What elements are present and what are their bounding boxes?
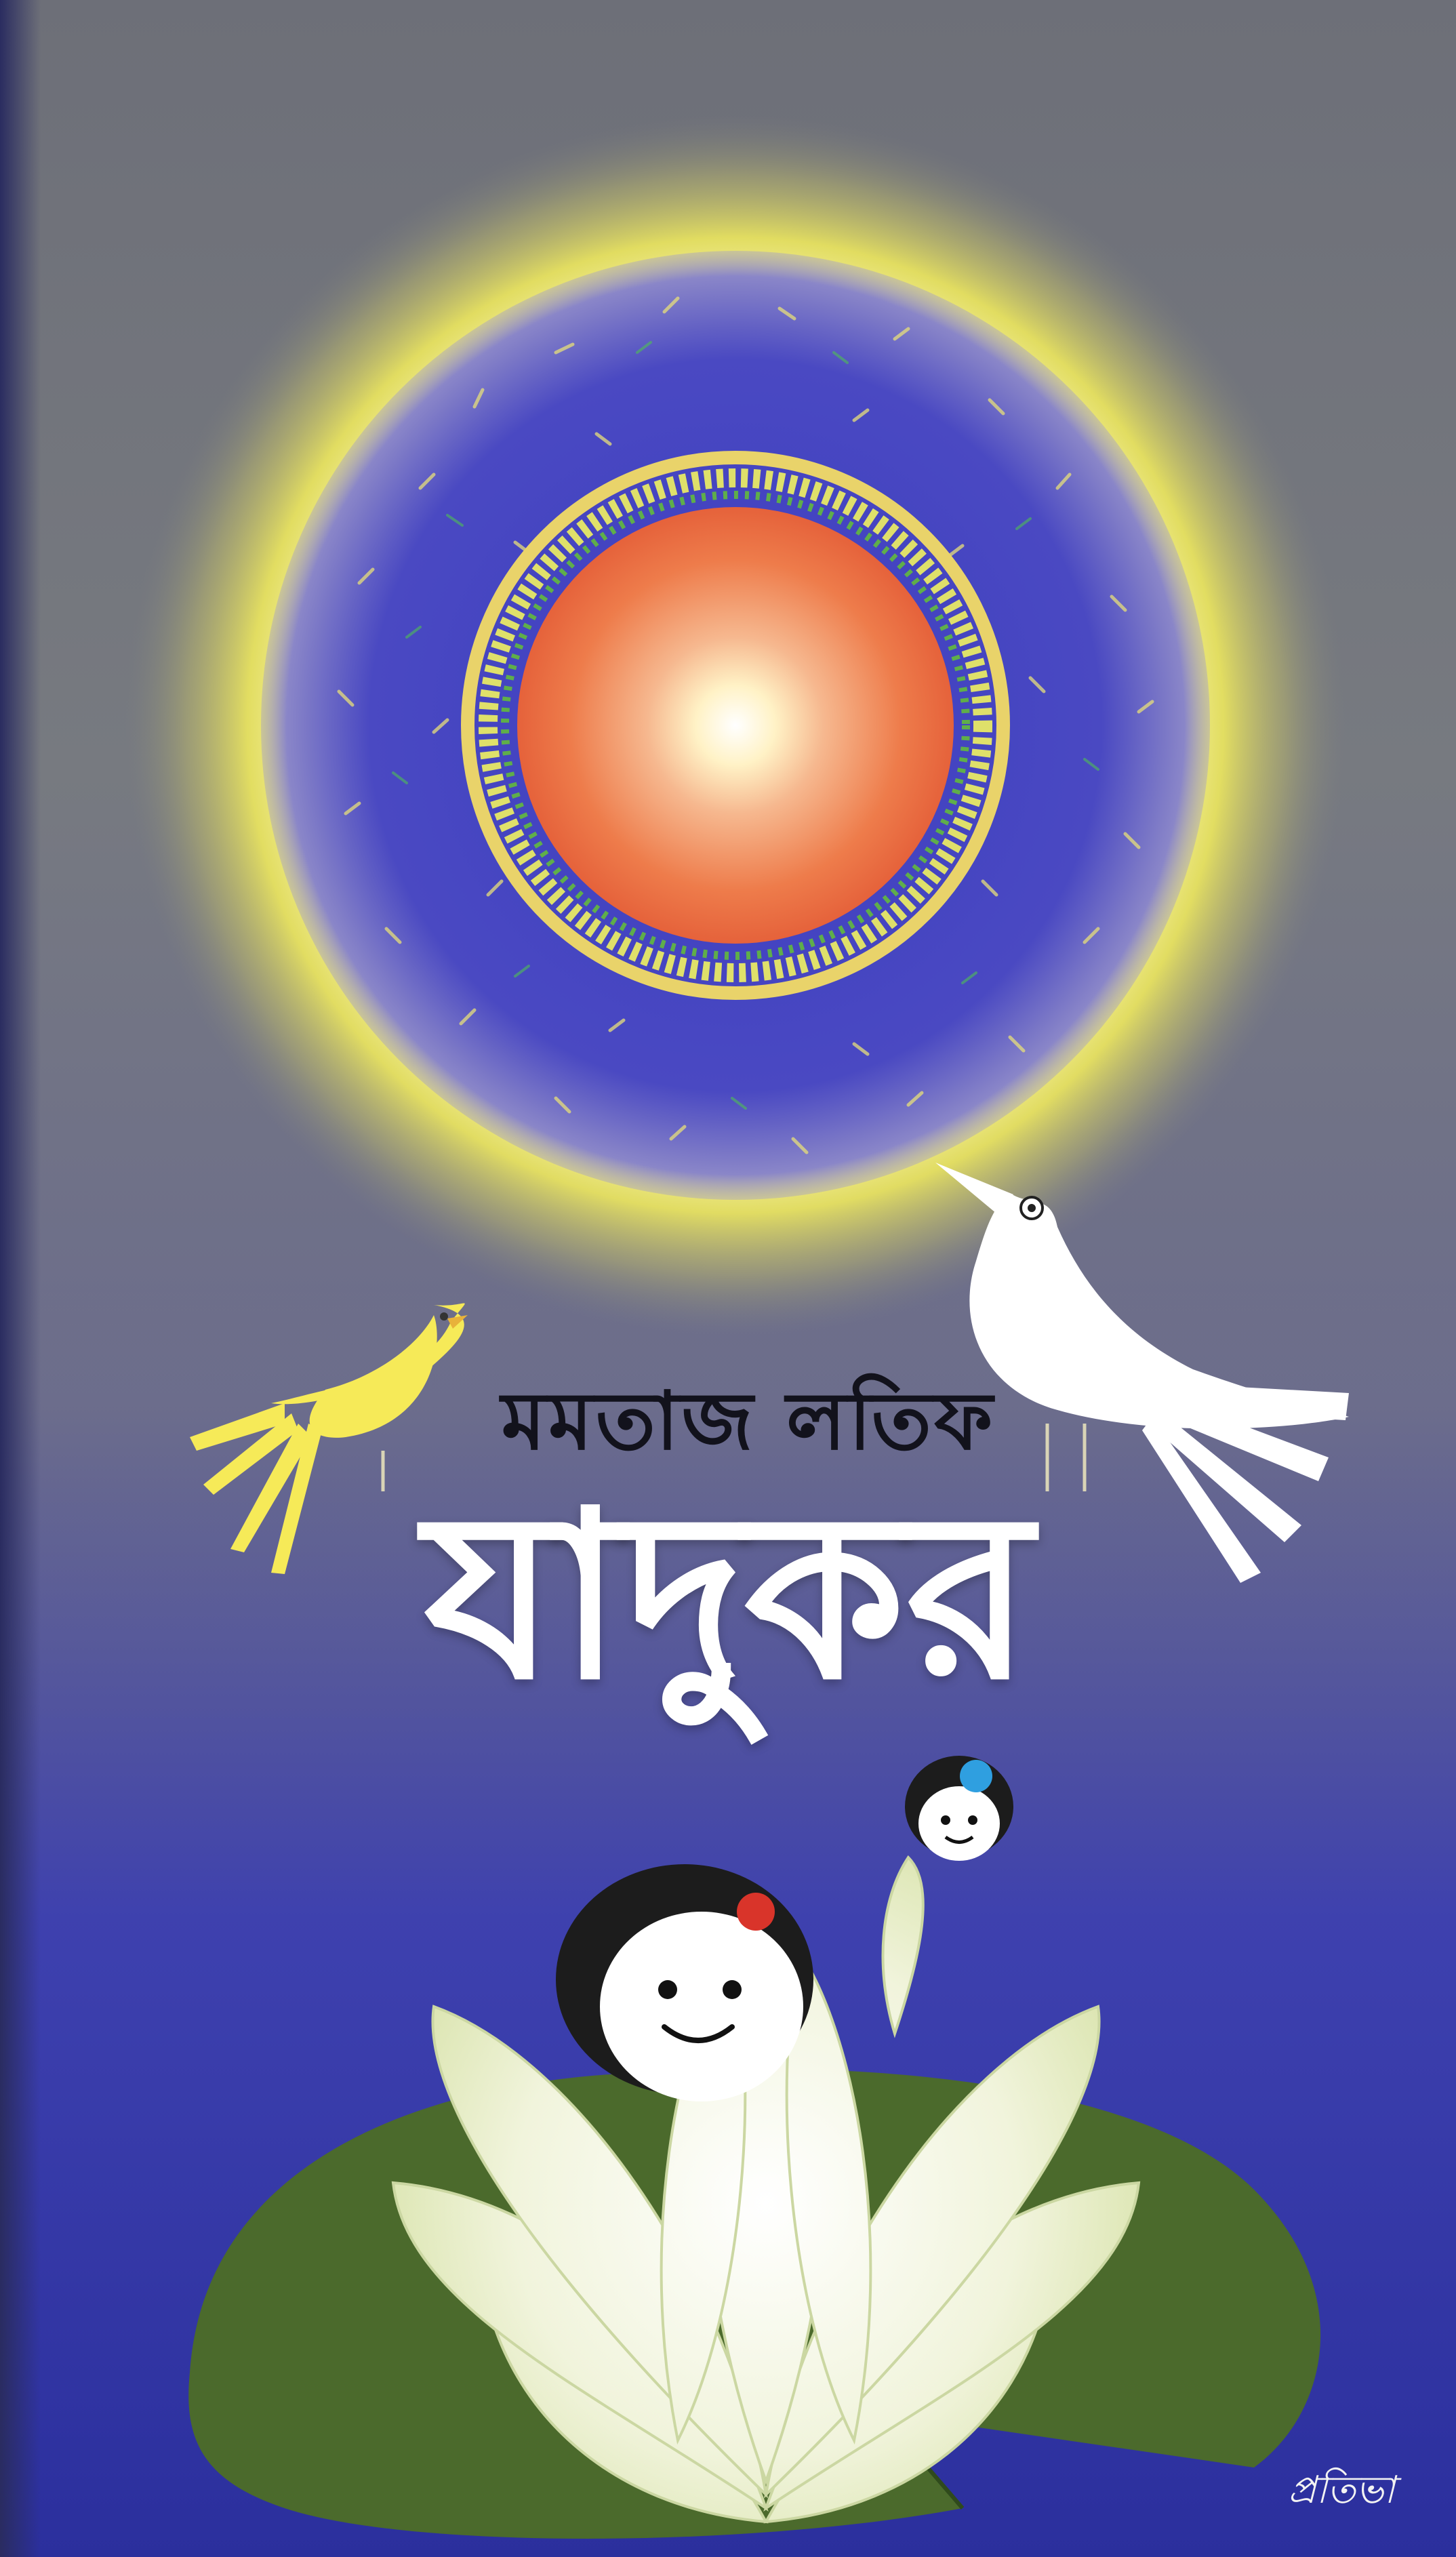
publisher-logo: প্রতিভা xyxy=(1288,2468,1395,2512)
author-name: মমতাজ লতিফ xyxy=(501,1374,996,1468)
sun-icon xyxy=(261,251,1210,1200)
book-title: যাদুকর xyxy=(424,1462,1032,1731)
